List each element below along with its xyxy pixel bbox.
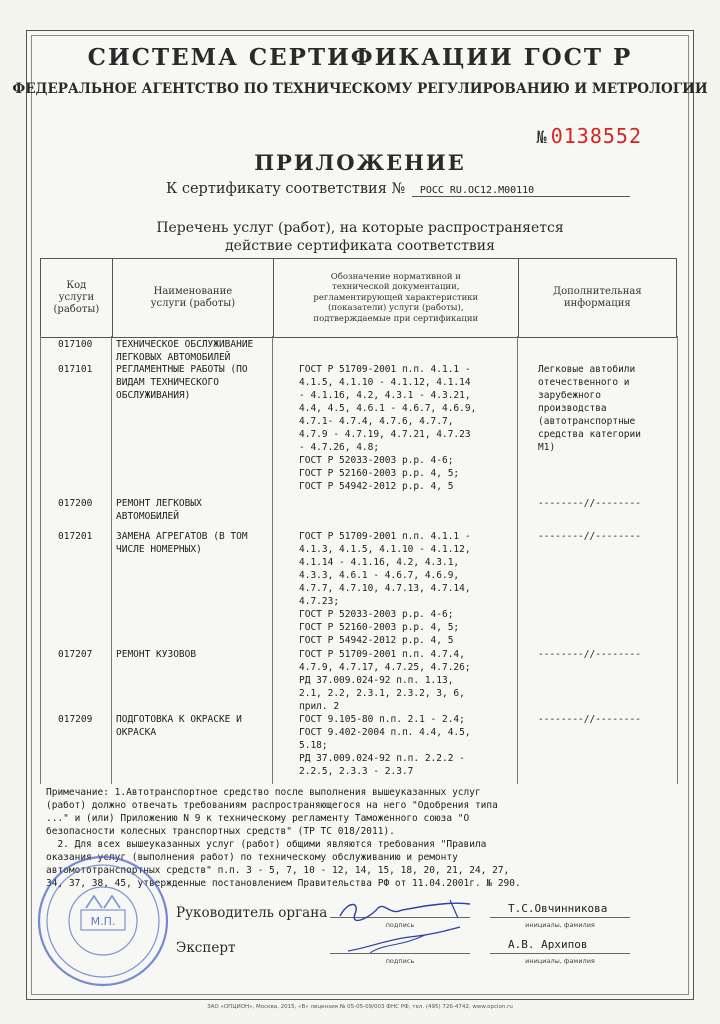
service-doc [299,713,547,778]
service-name [116,338,286,364]
service-name [116,530,286,556]
service-info-line: зарубежного [538,390,601,401]
column-line [111,336,112,784]
service-name-line: РЕМОНТ ЛЕГКОВЫХ [116,498,202,509]
service-name [116,648,286,661]
service-doc-line: РД 37.009.024-92 п.п. 1.13, [299,675,454,686]
service-info-line: --------//-------- [538,649,641,660]
note-line: ..." и (или) Приложению N 9 к техническому регламенту Таможенного союза "О [46,813,470,824]
service-info [538,497,688,510]
services-table-header [40,258,677,338]
service-code: 017100 [58,339,93,350]
expert-label: Эксперт [176,940,236,956]
list-title-line1: Перечень услуг (работ), на которые распространяется [156,220,564,236]
service-name-line: АВТОМОБИЛЕЙ [116,511,179,522]
system-title: СИСТЕМА СЕРТИФИКАЦИИ ГОСТ Р [87,44,633,71]
service-name-line: ЧИСЛЕ НОМЕРНЫХ) [116,544,202,555]
service-info [538,530,688,543]
agency-name: ФЕДЕРАЛЬНОЕ АГЕНТСТВО ПО ТЕХНИЧЕСКОМУ РЕГУЛИРОВАНИЮ И МЕТРОЛОГИИ [12,81,708,97]
expert-name-line [490,953,630,954]
service-code: 017207 [58,649,93,660]
head-name-caption: инициалы, фамилия [525,921,595,929]
service-doc [299,363,547,493]
header-info: Дополнительная информация [518,259,676,338]
service-doc-line: РД 37.009.024-92 п.п. 2.2.2 - [299,753,465,764]
note-line: безопасности колесных транспортных средств" (ТР ТС 018/2011). [46,826,395,837]
service-doc-line: - 4.7.26, 4.8; [299,442,380,453]
service-name [116,497,286,523]
service-doc-line: ГОСТ 9.105-80 п.п. 2.1 - 2.4; [299,714,465,725]
number-sign: № [536,128,547,148]
note-line: 34, 37, 38, 45, утвержденные постановлением Правительства РФ от 11.04.2001г. № 290. [46,878,521,889]
service-doc-line: прил. 2 [299,701,340,712]
expert-signature [340,925,470,957]
service-code: 017201 [58,531,93,542]
service-name-line: ВИДАМ ТЕХНИЧЕСКОГО [116,377,219,388]
service-doc-line: 4.7.9, 4.7.17, 4.7.25, 4.7.26; [299,662,471,673]
head-name: Т.С.Овчинникова [508,902,608,915]
printer-footer: ЗАО «ОПЦИОН», Москва, 2015, «В» лицензия № 05-05-09/003 ФНС РФ, тел. (495) 726-4742, www.opcion.ru [207,1004,513,1010]
expert-name: А.В. Архипов [508,938,588,951]
service-doc-line: 4.7.1- 4.7.4, 4.7.6, 4.7.7, [299,416,454,427]
number-value: 0138552 [550,124,642,148]
head-label: Руководитель органа [176,905,328,921]
expert-signature-caption: подпись [385,957,415,965]
service-info-line: Легковые автобили [538,364,636,375]
note-line: Примечание: 1.Автотранспортное средство после выполнения вышеуказанных услуг [46,787,481,798]
service-doc-line: ГОСТ Р 52033-2003 р.р. 4-6; [299,455,454,466]
service-doc-line: ГОСТ Р 54942-2012 р.р. 4, 5 [299,635,454,646]
note-line: (работ) должно отвечать требованиям распространяющегося на него "Одобрения типа [46,800,498,811]
service-name [116,363,286,402]
service-info-line: --------//-------- [538,498,641,509]
note-line: оказания услуг (выполнения работ) по техническому обслуживанию и ремонту [46,852,458,863]
service-doc-line: ГОСТ Р 54942-2012 р.р. 4, 5 [299,481,454,492]
service-doc-line: ГОСТ Р 51709-2001 п.п. 4.1.1 - [299,531,471,542]
service-doc-line: ГОСТ Р 51709-2001 п.п. 4.7.4, [299,649,465,660]
service-code: 017209 [58,714,93,725]
form-number [536,124,642,148]
organization-stamp [34,852,172,990]
expert-name-caption: инициалы, фамилия [525,957,595,965]
service-name [116,713,286,739]
service-name-line: ПОДГОТОВКА К ОКРАСКЕ И [116,714,242,725]
service-doc-line: 4.7.9 - 4.7.19, 4.7.21, 4.7.23 [299,429,471,440]
service-info [538,363,688,454]
service-doc-line: 4.1.3, 4.1.5, 4.1.10 - 4.1.12, [299,544,471,555]
service-info-line: средства категории [538,429,641,440]
service-doc-line: 4.1.5, 4.1.10 - 4.1.12, 4.1.14 [299,377,471,388]
head-signature-caption: подпись [385,921,415,929]
service-name-line: ОБСЛУЖИВАНИЯ) [116,390,191,401]
service-doc-line: 5.18; [299,740,328,751]
service-info-line: отечественного и [538,377,630,388]
service-doc [299,648,547,713]
service-doc-line: ГОСТ Р 51709-2001 п.п. 4.1.1 - [299,364,471,375]
service-doc-line: ГОСТ 9.402-2004 п.п. 4.4, 4.5, [299,727,471,738]
service-doc-line: 4.3.3, 4.6.1 - 4.6.7, 4.6.9, [299,570,460,581]
service-info-line: М1) [538,442,556,453]
service-doc-line: 4.7.7, 4.7.10, 4.7.13, 4.7.14, [299,583,471,594]
service-name-line: ЗАМЕНА АГРЕГАТОВ (В ТОМ [116,531,248,542]
service-info [538,648,688,661]
appendix-title: ПРИЛОЖЕНИЕ [254,150,466,175]
service-doc-line: ГОСТ Р 52160-2003 р.р. 4, 5; [299,622,460,633]
service-code: 017200 [58,498,93,509]
service-info-line: --------//-------- [538,531,641,542]
service-doc-line: 2.1, 2.2, 2.3.1, 2.3.2, 3, 6, [299,688,465,699]
note-line: 2. Для всех вышеуказанных услуг (работ) общими являются требования "Правила [46,839,487,850]
list-title [0,219,720,255]
list-title-line2: действие сертификата соответствия [225,238,495,254]
service-doc-line: 4.1.14 - 4.1.16, 4.2, 4.3.1, [299,557,460,568]
service-info-line: --------//-------- [538,714,641,725]
service-name-line: ОКРАСКА [116,727,157,738]
certificate-number: РОСС RU.ОС12.М00110 [412,185,630,197]
service-doc-line: 4.4, 4.5, 4.6.1 - 4.6.7, 4.6.9, [299,403,477,414]
column-line [40,336,41,784]
service-doc-line: - 4.1.16, 4.2, 4.3.1 - 4.3.21, [299,390,471,401]
service-doc-line: 2.2.5, 2.3.3 - 2.3.7 [299,766,414,777]
service-name-line: РЕГЛАМЕНТНЫЕ РАБОТЫ (ПО [116,364,248,375]
service-code: 017101 [58,364,93,375]
certificate-line [166,181,630,197]
service-doc [299,530,547,647]
service-info [538,713,688,726]
note-line: автомототранспортных средств" п.п. 3 - 5, 7, 10 - 12, 14, 15, 18, 20, 21, 24, 27, [46,865,510,876]
header-code: Код услуги (работы) [41,259,113,338]
head-name-line [490,917,630,918]
service-info-line: производства [538,403,607,414]
service-doc-line: ГОСТ Р 52033-2003 р.р. 4-6; [299,609,454,620]
header-name: Наименование услуги (работы) [112,259,273,338]
service-doc-line: ГОСТ Р 52160-2003 р.р. 4, 5; [299,468,460,479]
header-doc: Обозначение нормативной и технической документации, регламентирующей характеристики (показатели) услуги (работы), подтверждаемые при сертификации [274,259,519,338]
service-info-line: (автотранспортные [538,416,636,427]
service-name-line: ЛЕГКОВЫХ АВТОМОБИЛЕЙ [116,352,231,363]
service-name-line: РЕМОНТ КУЗОВОВ [116,649,197,660]
service-name-line: ТЕХНИЧЕСКОЕ ОБСЛУЖИВАНИЕ [116,339,254,350]
head-signature [330,896,480,926]
certificate-label: К сертификату соответствия № [166,181,406,197]
service-doc-line: 4.7.23; [299,596,340,607]
stamp-mp-text: М.П. [90,915,116,928]
